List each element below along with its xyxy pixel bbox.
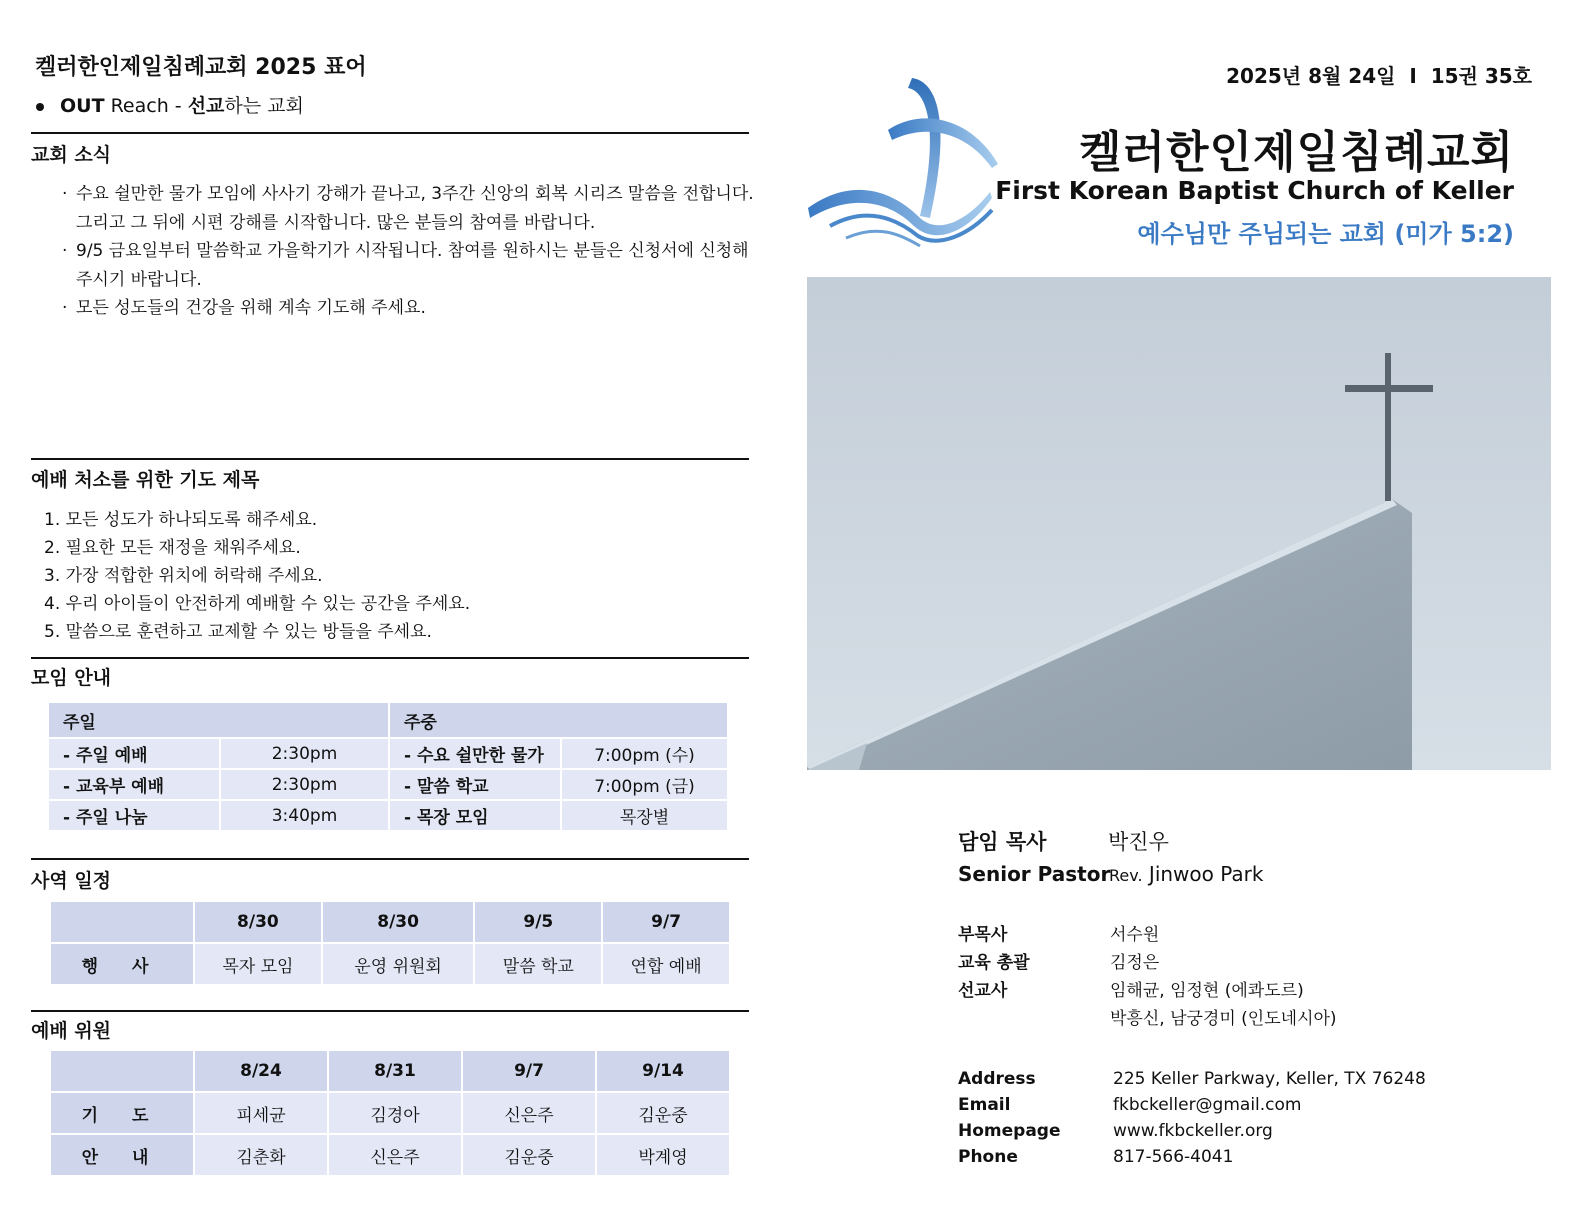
meetings-col-sunday: 주일 [49,703,388,737]
contact-address: Address 225 Keller Parkway, Keller, TX 76248 [958,1069,1426,1089]
blank-cell [51,1051,193,1091]
table-row: - 주일 예배 2:30pm - 수요 쉴만한 물가 7:00pm (수) [49,739,727,768]
prayer-item: 2. 필요한 모든 재정을 채워주세요. [44,538,301,558]
prayer-item: 5. 말씀으로 훈련하고 교제할 수 있는 방들을 주세요. [44,622,432,642]
church-name-en: First Korean Baptist Church of Keller [995,176,1514,205]
contact-list [958,1066,1426,1170]
steeple-cross-image [807,277,1551,770]
meetings-table [47,701,729,832]
schedule-heading: 사역 일정 [31,870,112,892]
news-list [48,180,758,323]
news-heading: 교회 소식 [31,144,112,166]
church-slogan: 예수님만 주님되는 교회 (미가 5:2) [1137,220,1514,248]
bullet-dot [36,103,44,111]
pastor-name-en: Rev. Jinwoo Park [1109,862,1264,886]
prayer-item: 4. 우리 아이들이 안전하게 예배할 수 있는 공간을 주세요. [44,594,471,614]
prayer-item: 1. 모든 성도가 하나되도록 해주세요. [44,510,318,530]
pastor-name-kr: 박진우 [1108,830,1169,854]
news-item: · 수요 쉴만한 물가 모임에 사사기 강해가 끝나고, 3주간 신앙의 회복 시리즈 말씀을 전합니다. 그리고 그 뒤에 시편 강해를 시작합니다. 많은 분들의 참여를 바랍니다. [62,184,754,233]
news-item: · 9/5 금요일부터 말씀학교 가을학기가 시작됩니다. 참여를 원하시는 분들은 신청서에 신청해 주시기 바랍니다. [62,241,749,290]
table-row: 안 내 김춘화 신은주 김운중 박계영 [51,1135,729,1175]
divider [31,458,749,460]
motto-mission: 선교 [187,95,225,117]
staff-row: 선교사 임해균, 임정현 (에콰도르) [958,981,1304,1001]
blank-cell [51,902,193,942]
motto-church: 하는 교회 [224,95,304,117]
motto-out: OUT [60,95,105,117]
staff-row: 박흥신, 남궁경미 (인도네시아) [1110,1009,1337,1029]
church-name-kr: 켈러한인제일침례교회 [1078,127,1514,178]
divider [31,657,749,659]
table-row: - 교육부 예배 2:30pm - 말씀 학교 7:00pm (금) [49,770,727,799]
contact-phone: Phone 817-566-4041 [958,1147,1234,1167]
contact-homepage[interactable]: Homepage www.fkbckeller.org [958,1121,1273,1141]
motto-title: 켈러한인제일침례교회 2025 표어 [35,55,367,80]
contact-email[interactable]: Email fkbckeller@gmail.com [958,1095,1302,1115]
church-photo [807,277,1551,770]
divider [31,858,749,860]
divider [31,132,749,134]
staff-row: 교육 총괄 김정은 [958,953,1160,973]
schedule-table: 8/30 8/30 9/5 9/7 행 사 목자 모임 운영 위원회 말씀 학교 연합 예배 [49,900,731,986]
servers-heading: 예배 위원 [31,1020,112,1042]
prayer-heading: 예배 처소를 위한 기도 제목 [31,469,260,491]
motto-bullet [36,91,304,118]
pastor-label-en: Senior Pastor [958,862,1111,886]
news-item: · 모든 성도들의 건강을 위해 계속 기도해 주세요. [62,298,426,318]
divider [31,1010,749,1012]
pastor-label-kr: 담임 목사 [958,830,1047,854]
table-row: 기 도 피세균 김경아 신은주 김운중 [51,1093,729,1133]
table-row: 행 사 목자 모임 운영 위원회 말씀 학교 연합 예배 [51,944,729,984]
church-logo-icon [800,68,1005,253]
meetings-col-weekday: 주중 [390,703,727,737]
table-row: - 주일 나눔 3:40pm - 목장 모임 목장별 [49,801,727,830]
staff-list [958,921,1337,1033]
issue-date: 2025년 8월 24일 I 15권 35호 [1226,64,1532,88]
prayer-item: 3. 가장 적합한 위치에 허락해 주세요. [44,566,323,586]
church-logo [800,68,1005,253]
servers-table: 8/24 8/31 9/7 9/14 기 도 피세균 김경아 신은주 김운중 안 내 김춘화 신은주 김운중 박계영 [49,1049,731,1177]
meetings-heading: 모임 안내 [31,667,112,689]
staff-row: 부목사 서수원 [958,925,1160,945]
motto-reach: Reach - [104,95,188,117]
prayer-list [44,506,470,646]
